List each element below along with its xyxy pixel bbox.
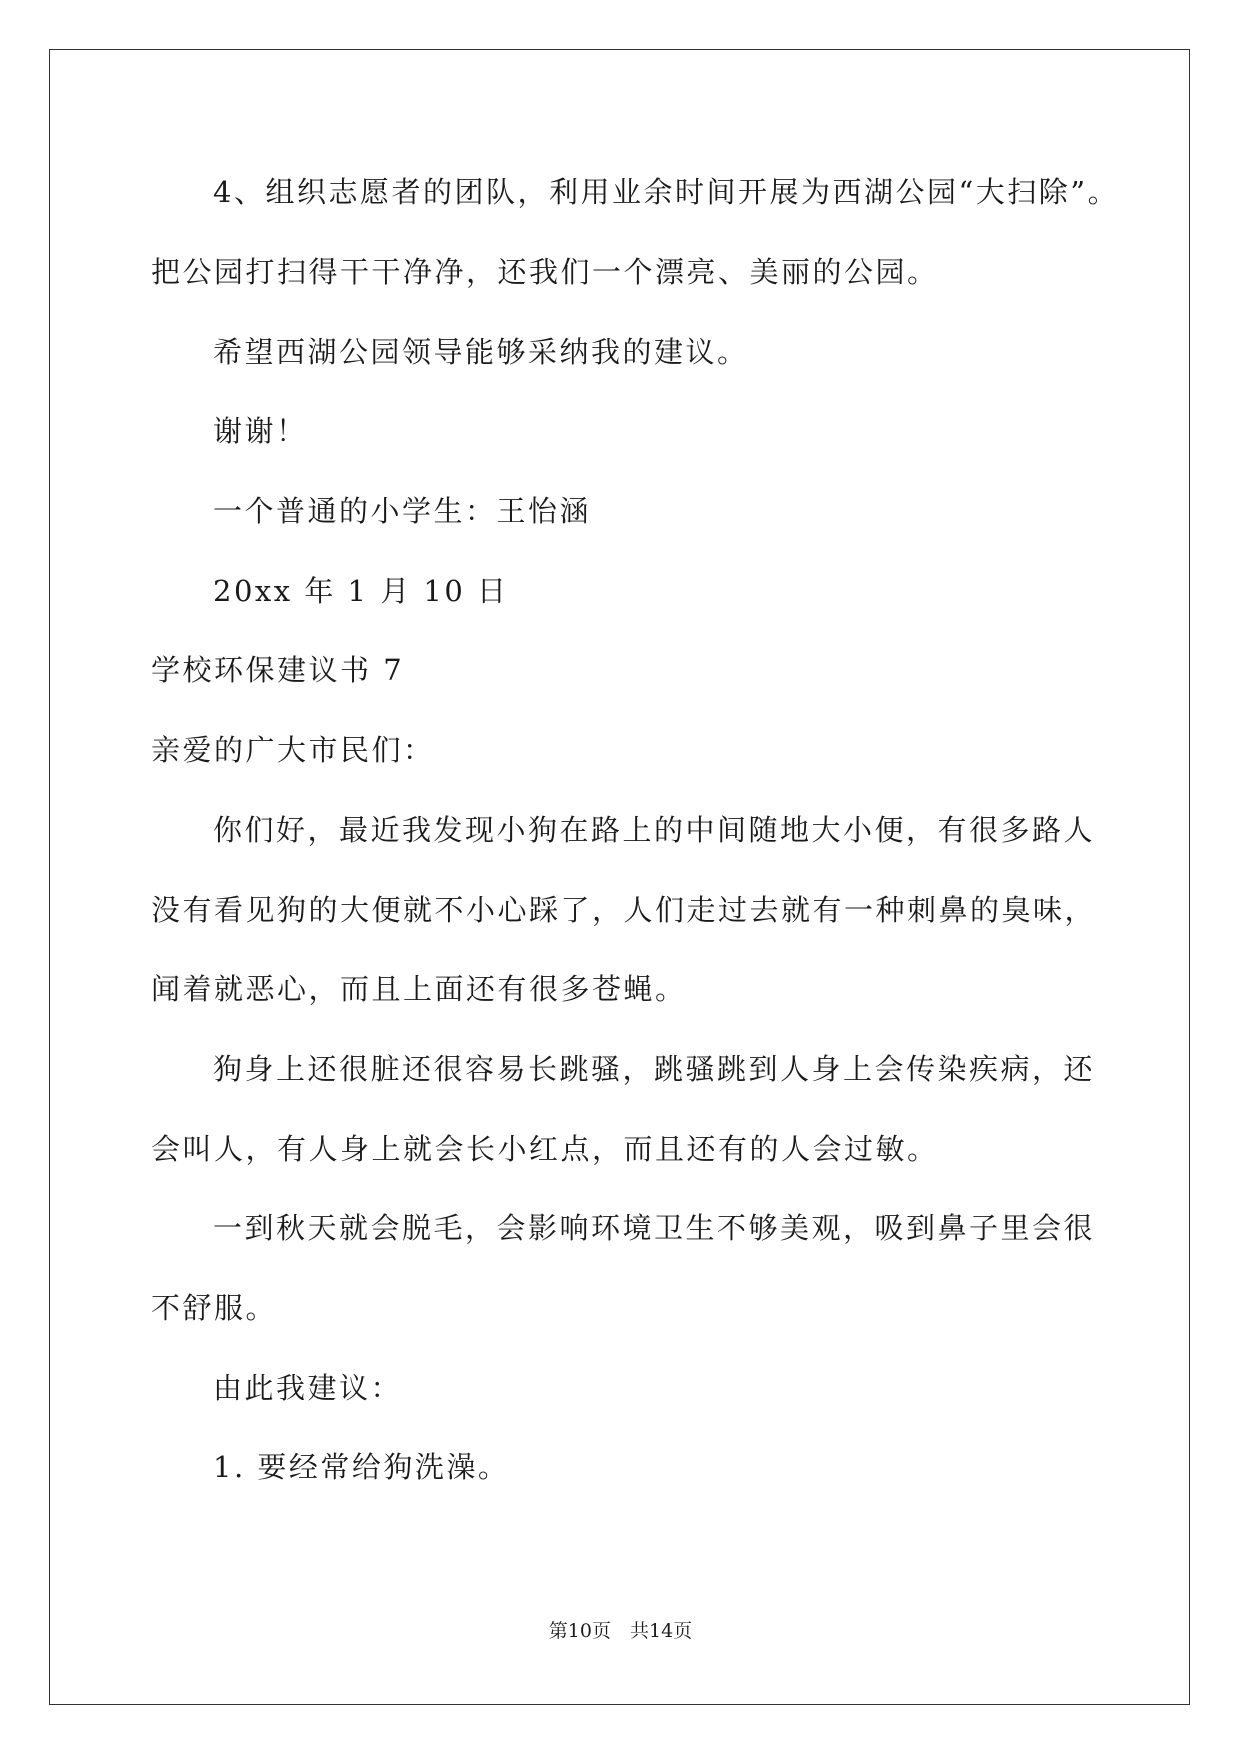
footer-prefix: 第 [548,1620,568,1642]
footer-suffix: 页 [673,1620,693,1642]
paragraph-line: 狗身上还很脏还很容易长跳骚，跳骚跳到人身上会传染疾病，还 [213,1052,1096,1086]
page-footer [0,1618,1241,1644]
paragraph-line: 一到秋天就会脱毛，会影响环境卫生不够美观，吸到鼻子里会很 [213,1211,1096,1245]
paragraph-line: 你们好，最近我发现小狗在路上的中间随地大小便，有很多路人 [213,813,1096,847]
footer-mid: 页 共 [591,1620,649,1642]
paragraph-line: 由此我建议： [213,1371,403,1405]
paragraph-line: 4、组织志愿者的团队，利用业余时间开展为西湖公园“大扫除”。 [213,175,1120,209]
paragraph-line: 没有看见狗的大便就不小心踩了，人们走过去就有一种刺鼻的臭味， [151,893,1097,927]
paragraph-line: 希望西湖公园领导能够采纳我的建议。 [213,335,749,369]
signature-line: 一个普通的小学生：王怡涵 [213,494,592,528]
section-title: 学校环保建议书 7 [151,653,405,687]
salutation: 亲爱的广大市民们： [151,733,435,767]
total-pages-number: 14 [649,1620,674,1642]
paragraph-line: 谢谢！ [213,414,308,448]
list-item: 1. 要经常给狗洗澡。 [213,1450,510,1484]
current-page-number: 10 [567,1620,592,1642]
paragraph-line: 不舒服。 [151,1291,278,1325]
paragraph-line: 会叫人，有人身上就会长小红点，而且还有的人会过敏。 [151,1132,939,1166]
paragraph-line: 闻着就恶心，而且上面还有很多苍蝇。 [151,972,687,1006]
date-line: 20xx 年 1 月 10 日 [213,574,509,608]
paragraph-line: 把公园打扫得干干净净，还我们一个漂亮、美丽的公园。 [151,255,939,289]
